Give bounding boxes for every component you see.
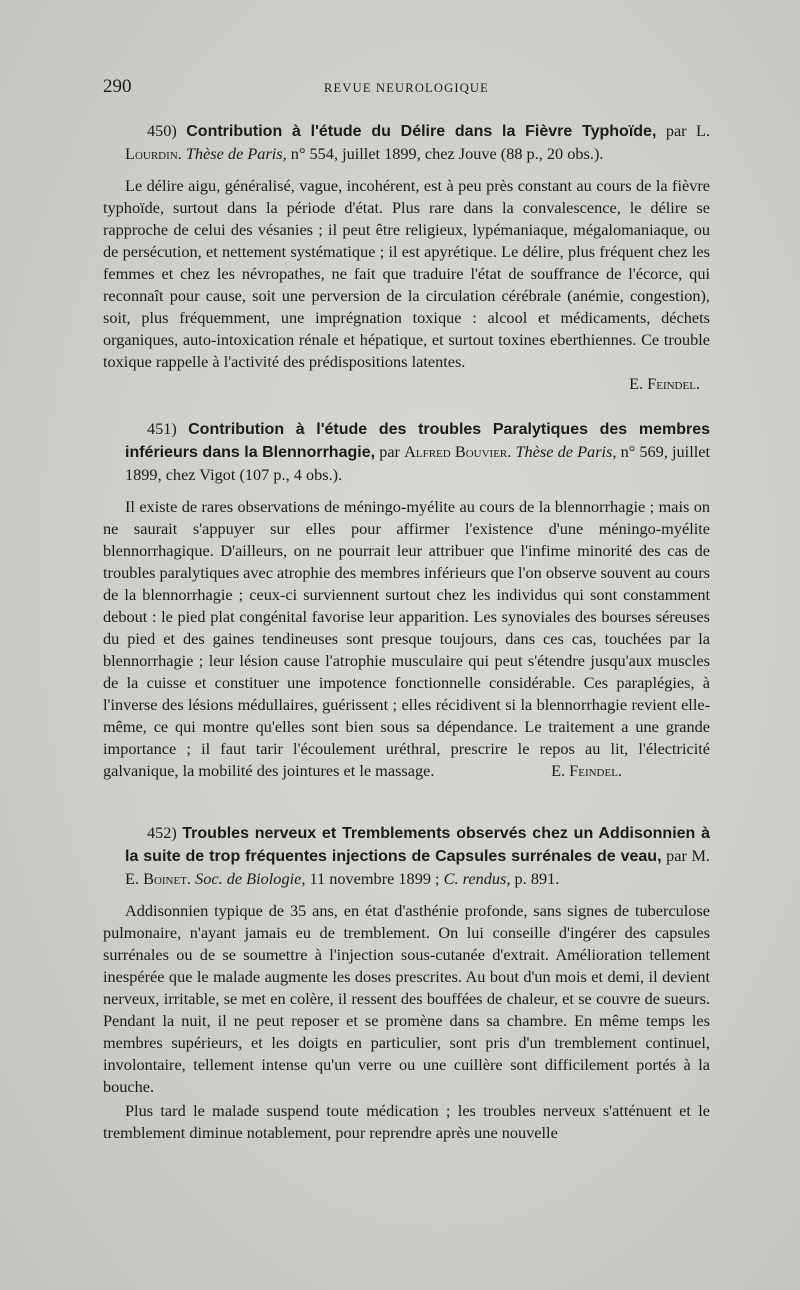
article-451 [103,418,710,782]
article-author: Alfred Bouvier. [404,442,512,461]
article-heading [103,418,710,486]
article-by: par [379,442,400,461]
article-body: Le délire aigu, généralisé, vague, incohérent, est à peu près constant au cours de la fièvre typhoïde, surtout dans la période d'état. Plus rare dans la convalescence, le délire se rapproche de celui des vésanies ; il peut être religieux, lypémaniaque, mégalomaniaque, ou de persécution, et nettement systématique ; il est apyrétique. Le délire, plus fréquent chez les femmes et chez les névropathes, ne fait que traduire l'état de souffrance de l'écorce, qui reconnaît pour cause, soit une perversion de la circulation cérébrale (anémie, congestion), soit, plus fréquemment, une imprégnation toxique : alcool et médicaments, déchets organiques, auto-intoxication rénale et hépatique, et surtout toxines eberthiennes. Ce trouble toxique rappelle à l'activité des prédispositions latentes. [103,176,710,371]
page-number: 290 [103,76,132,97]
article-450 [103,120,710,395]
article-source: Soc. de Biologie, [195,869,306,888]
article-452 [103,822,710,1144]
article-number: 450) [147,121,177,140]
article-source-page: p. 891. [514,869,560,888]
article-title: Troubles nerveux et Tremblements observés chez un Addisonnien à la suite de trop fréquentes injections de Capsules surrénales de veau, [125,825,711,865]
article-number: 452) [147,823,177,842]
article-body: Il existe de rares observations de méningo-myélite au cours de la blennorrhagie ; mais on ne saurait s'appuyer sur elles pour affirmer l'existence d'une méningo-myélite blennorrhagique. D'ailleurs, on ne pourrait leur attribuer que l'infime minorité des cas de troubles paralytiques avec atrophie des membres inférieurs que l'on observe souvent au cours de la blennorrhagie ; ceux-ci surviennent surtout chez les individus qui sont constamment debout : le pied plat congénital favorise leur apparition. Les synoviales des bourses séreuses du pied et des gaines tendineuses sont presque toujours, dans ces cas, touchées par la blennorrhagie ; leur lésion cause l'atrophie musculaire qui peut s'étendre jusqu'aux muscles de la cuisse et constituer une impotence fonctionnelle considérable. Ces paraplégies, à l'inverse des lésions médullaires, guérissent ; elles récidivent si la blennorrhagie revient elle-même, ce qui montre qu'elles sont bien sous sa dépendance. Le traitement a une grande importance ; il faut tarir l'écoulement uréthral, prescrire le repos au lit, l'électricité galvanique, la mobilité des jointures et le massage. [103,497,710,780]
article-author: L. Lourdin. [125,121,711,163]
article-signature: E. Feindel. [551,761,622,780]
article-source: Thèse de Paris, [515,442,617,461]
article-title: Contribution à l'étude des troubles Paralytiques des membres inférieurs dans la Blennorrhagie, [125,421,711,461]
article-number: 451) [147,419,177,438]
article-source-details: 11 novembre 1899 ; [309,869,440,888]
article-source-secondary: C. rendus, [443,869,511,888]
article-title: Contribution à l'étude du Délire dans la Fièvre Typhoïde, [186,123,657,140]
article-body-continued: Plus tard le malade suspend toute médication ; les troubles nerveux s'atténuent et le tremblement diminue notablement, pour reprendre après une nouvelle [103,1101,710,1142]
article-signature: E. Feindel. [629,374,700,393]
article-heading [103,822,710,890]
article-heading [103,120,710,165]
running-header [103,76,710,102]
article-author: M. E. Boinet. [125,846,711,888]
running-title: REVUE NEUROLOGIQUE [324,81,489,95]
article-body: Addisonnien typique de 35 ans, en état d'asthénie profonde, sans signes de tuberculose pulmonaire, n'ayant jamais eu de tremblement. On lui conseille d'ingérer des capsules surrénales ou de se soumettre à l'injection sous-cutanée d'extrait. Amélioration tellement inespérée que le malade augmente les doses prescrites. Au bout d'un mois et demi, il devient nerveux, irritable, se met en colère, il ressent des bouffées de chaleur, et se couvre de sueurs. Pendant la nuit, il ne peut reposer et se promène dans sa chambre. En même temps les membres supérieurs, et les doigts en particulier, sont pris d'un tremblement continuel, involontaire, tellement intense qu'un verre ou une cuillère sont difficilement portés à la bouche. [103,901,710,1096]
article-source-details: n° 554, juillet 1899, chez Jouve (88 p., 20 obs.). [290,144,604,163]
article-source: Thèse de Paris, [185,144,287,163]
article-by: par [665,121,687,140]
article-source-details: n° 569, juillet 1899, chez Vigot (107 p., 4 obs.). [125,442,711,484]
article-by: par [666,846,687,865]
